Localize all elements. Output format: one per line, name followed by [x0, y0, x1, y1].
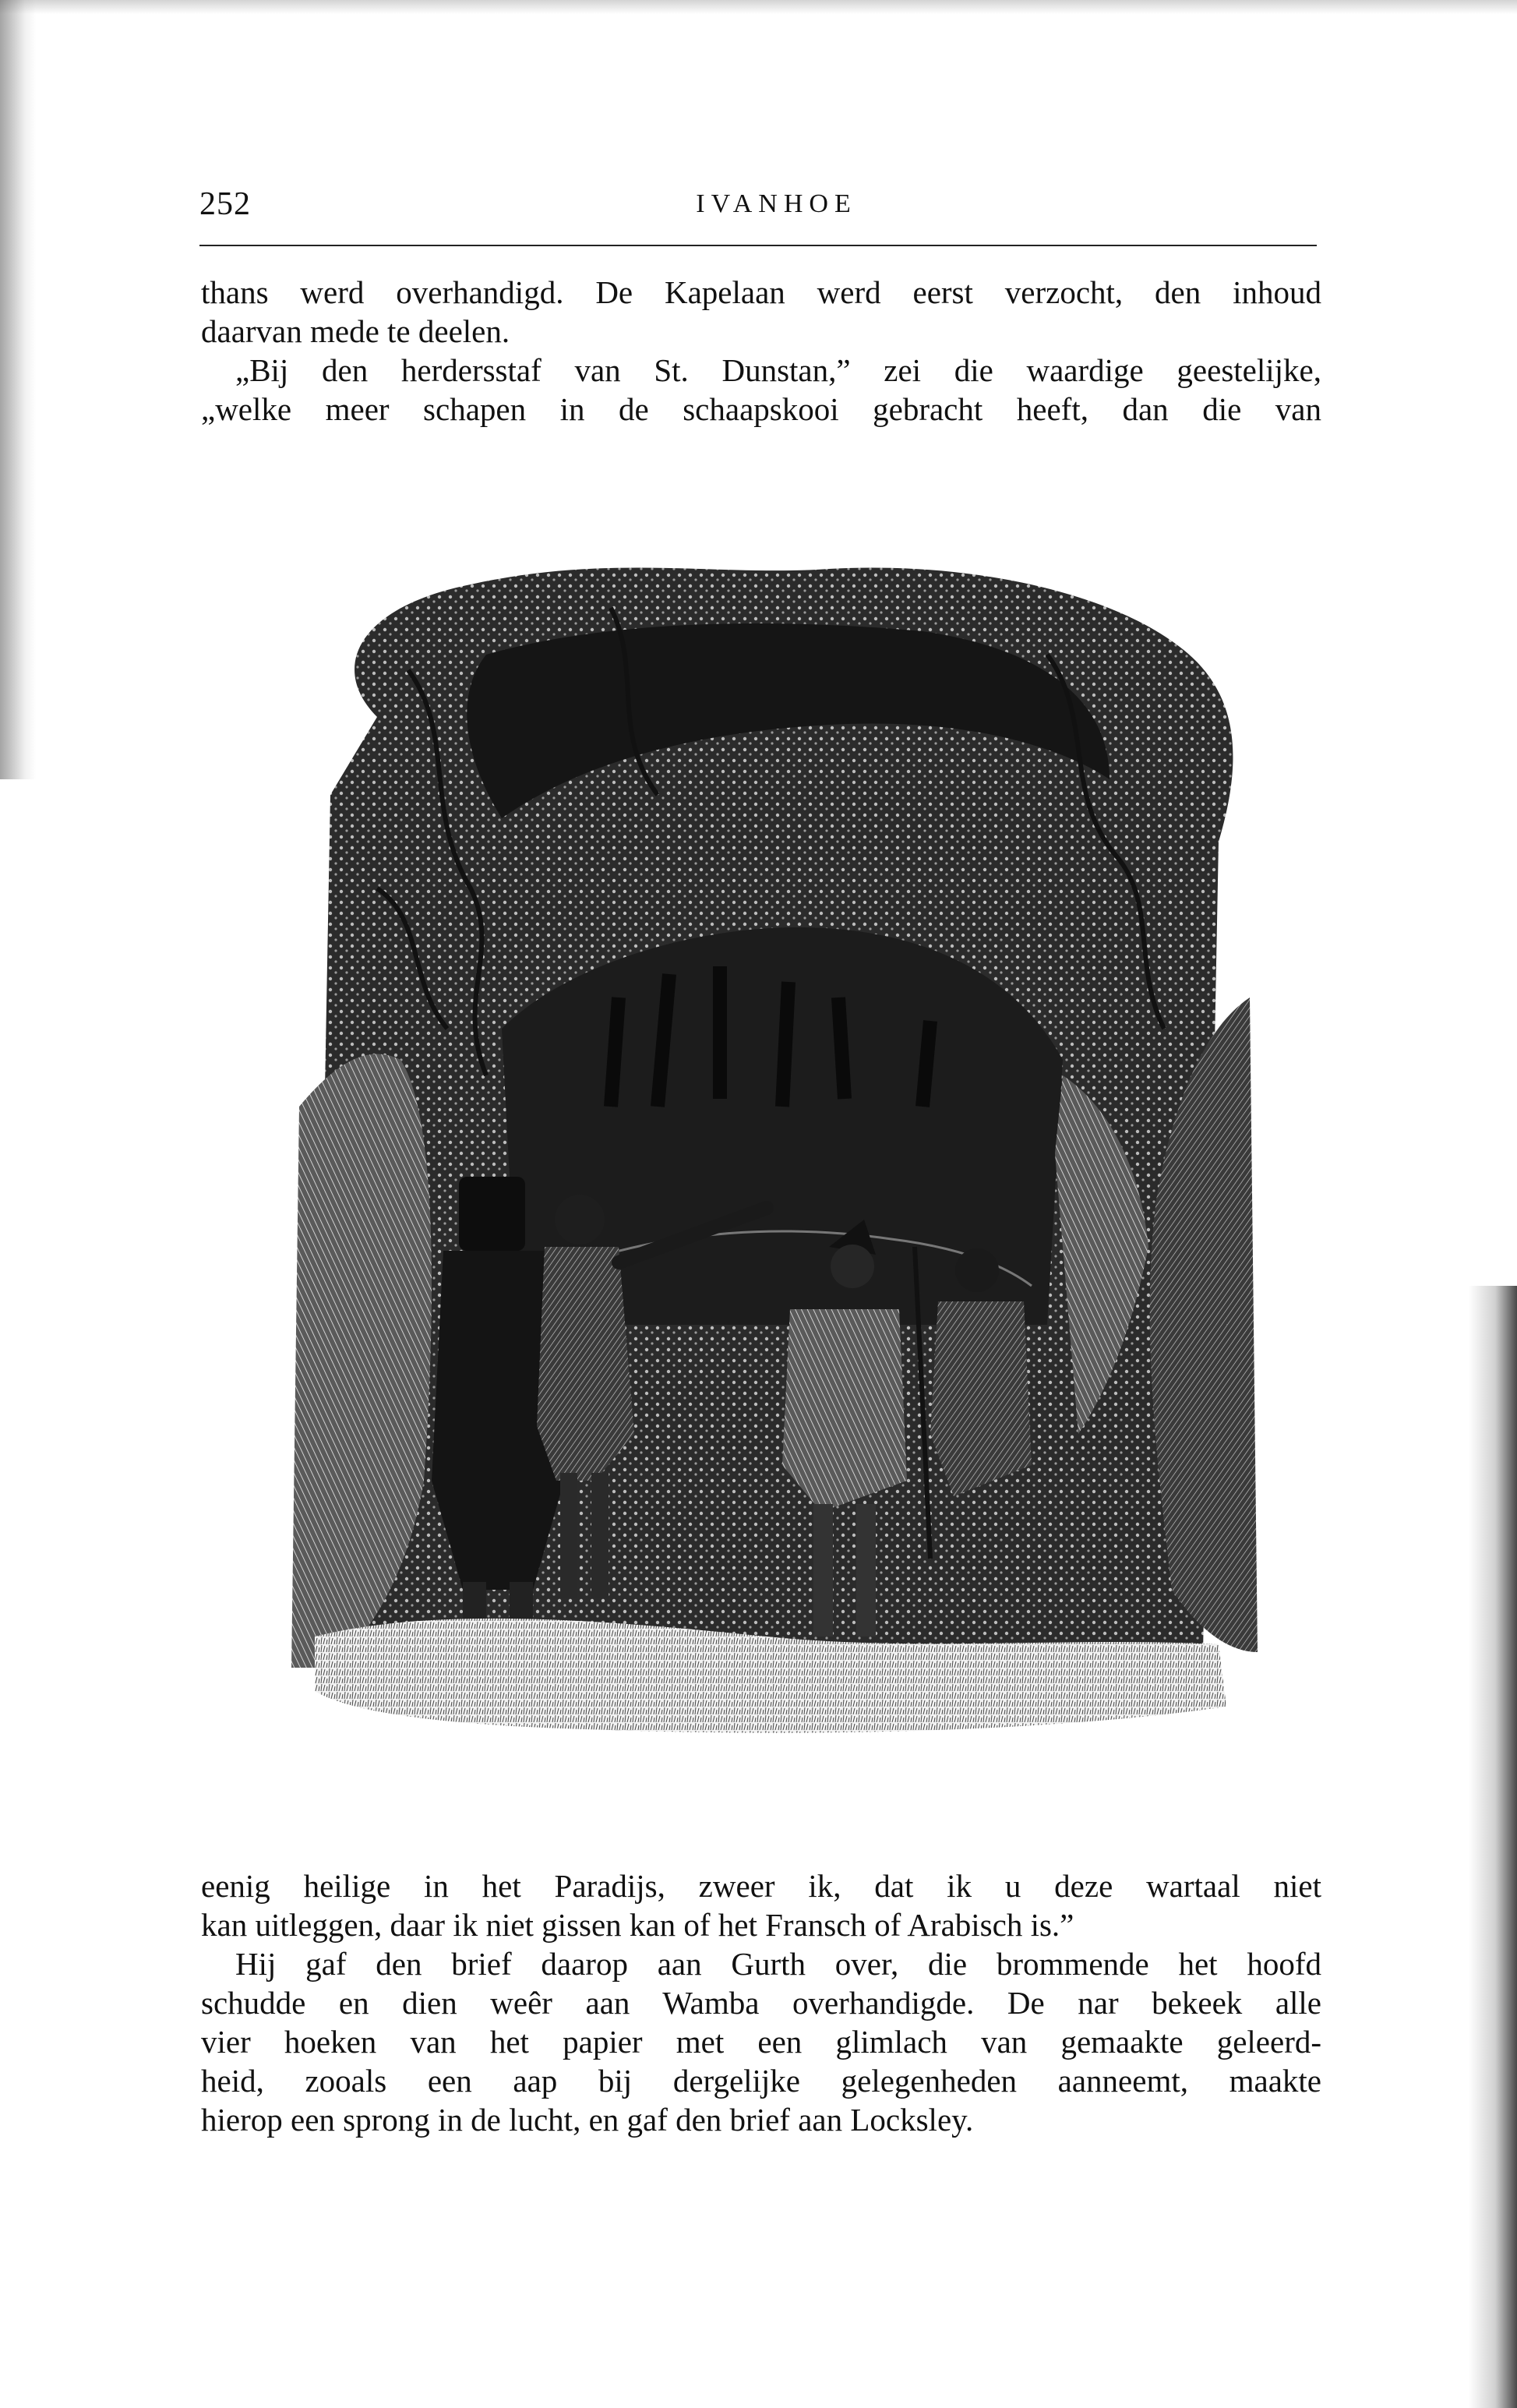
scan-top-edge: [0, 0, 1517, 14]
running-title: IVANHOE: [696, 189, 857, 218]
text-line: kan uitleggen, daar ik niet gissen kan of het Fransch of Arabisch is.”: [201, 1907, 1074, 1943]
text-line: heid, zooals een aap bij dergelijke gelegenheden aanneemt, maakte: [201, 2063, 1321, 2099]
text-line: schudde en dien weêr aan Wamba overhandigde. De nar bekeek alle: [201, 1985, 1321, 2021]
scan-left-edge-shadow: [0, 0, 36, 779]
page-number: 252: [199, 186, 251, 222]
paragraph-top: [201, 273, 1321, 429]
text-line: Hij gaf den brief daarop aan Gurth over, die brommende het hoofd: [235, 1946, 1321, 1982]
text-line: eenig heilige in het Paradijs, zweer ik, dat ik u deze wartaal niet: [201, 1868, 1321, 1904]
scan-right-edge-shadow: [1469, 1286, 1517, 2408]
text-line: „Bij den herdersstaf van St. Dunstan,” zei die waardige geestelijke,: [235, 352, 1321, 388]
text-line: thans werd overhandigd. De Kapelaan werd eerst verzocht, den inhoud: [201, 274, 1321, 310]
text-line: „welke meer schapen in de schaapskooi gebracht heeft, dan die van: [201, 391, 1321, 427]
forest-engraving-illustration: [284, 561, 1265, 1746]
text-line: hierop een sprong in de lucht, en gaf den brief aan Locksley.: [201, 2102, 974, 2138]
text-line: vier hoeken van het papier met een glimlach van gemaakte geleerd-: [201, 2024, 1321, 2060]
text-line: daarvan mede te deelen.: [201, 313, 510, 349]
header-rule: [199, 245, 1317, 246]
paragraph-bottom: [201, 1866, 1321, 2139]
